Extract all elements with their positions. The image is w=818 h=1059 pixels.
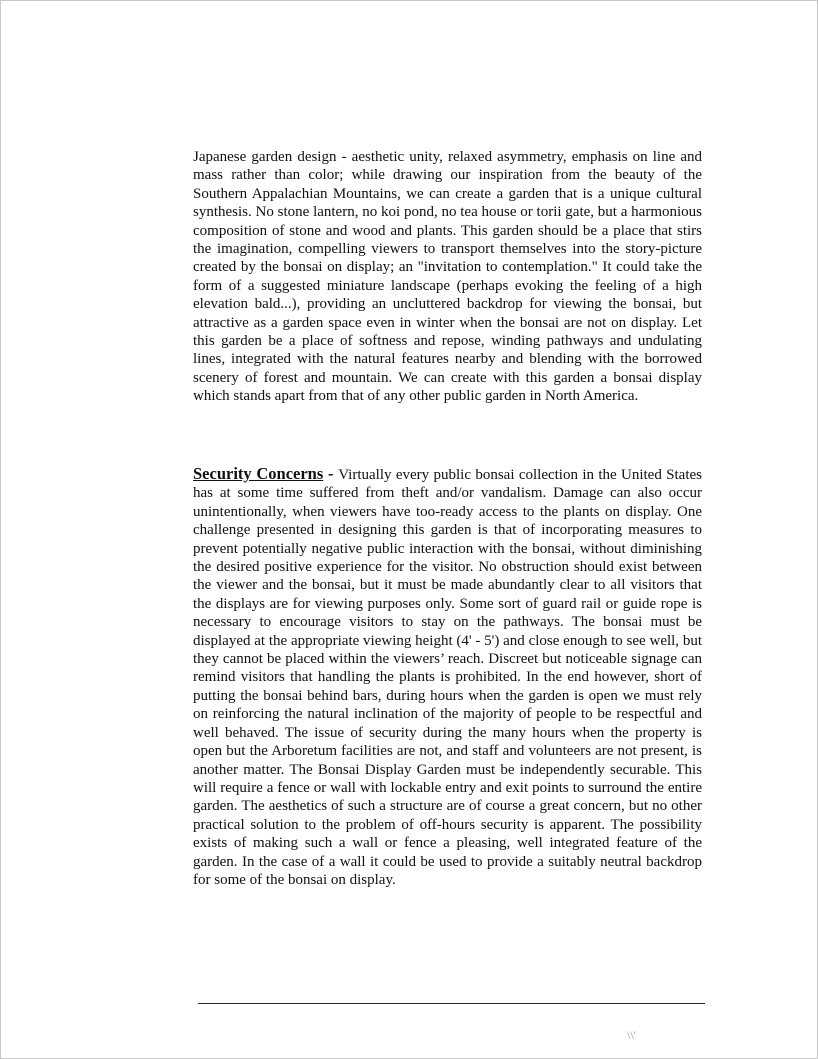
section-heading-security-concerns: Security Concerns [193,464,324,483]
page-footer-mark: \\' [627,1028,636,1042]
body-paragraph-security [193,465,702,889]
security-paragraph-text: Virtually every public bonsai collection in the United States has at some time suffered from theft and/or vandalism. Damage can also occur unintentionally, when viewers have too-ready access to the plants on display. One challenge presented in designing this garden is that of incorporating measures to prevent potentially negative public interaction with the bonsai, without diminishing the desired positive experience for the visitor. No obstruction should exist between the viewer and the bonsai, but it must be made abundantly clear to all visitors that the displays are for viewing purposes only. Some sort of guard rail or guide rope is necessary to encourage visitors to stay on the pathways. The bonsai must be displayed at the appropriate viewing height (4' - 5') and close enough to see well, but they cannot be placed within the viewers’ reach. Discreet but noticeable signage can remind visitors that handling the plants is prohibited. In the end however, short of putting the bonsai behind bars, during hours when the garden is open we must rely on reinforcing the natural inclination of the majority of people to be respectful and well behaved. The issue of security during the many hours when the property is open but the Arboretum facilities are not, and staff and volunteers are not present, is another matter. The Bonsai Display Garden must be independently securable. This will require a fence or wall with lockable entry and exit points to surround the entire garden. The aesthetics of such a structure are of course a great concern, but no other practical solution to the problem of off-hours security is apparent. The possibility exists of making such a wall or fence a pleasing, well integrated feature of the garden. In the case of a wall it could be used to provide a suitably neutral backdrop for some of the bonsai on display. [193,467,702,888]
body-paragraph-garden-design: Japanese garden design - aesthetic unity, relaxed asymmetry, emphasis on line and mass rather than color; while drawing our inspiration from the beauty of the Southern Appalachian Mountains, we can create a garden that is a unique cultural synthesis. No stone lantern, no koi pond, no tea house or torii gate, but a harmonious composition of stone and wood and plants. This garden should be a place that stirs the imagination, compelling viewers to transport themselves into the story-picture created by the bonsai on display; an "invitation to contemplation." It could take the form of a suggested miniature landscape (perhaps evoking the feeling of a high elevation bald...), providing an uncluttered backdrop for viewing the bonsai, but attractive as a garden space even in winter when the bonsai are not on display. Let this garden be a place of softness and repose, winding pathways and undulating lines, integrated with the natural features nearby and blending with the borrowed scenery of forest and mountain. We can create with this garden a bonsai display which stands apart from that of any other public garden in North America. [193,149,702,405]
footer-divider [198,1003,705,1004]
heading-separator: - [323,464,339,483]
